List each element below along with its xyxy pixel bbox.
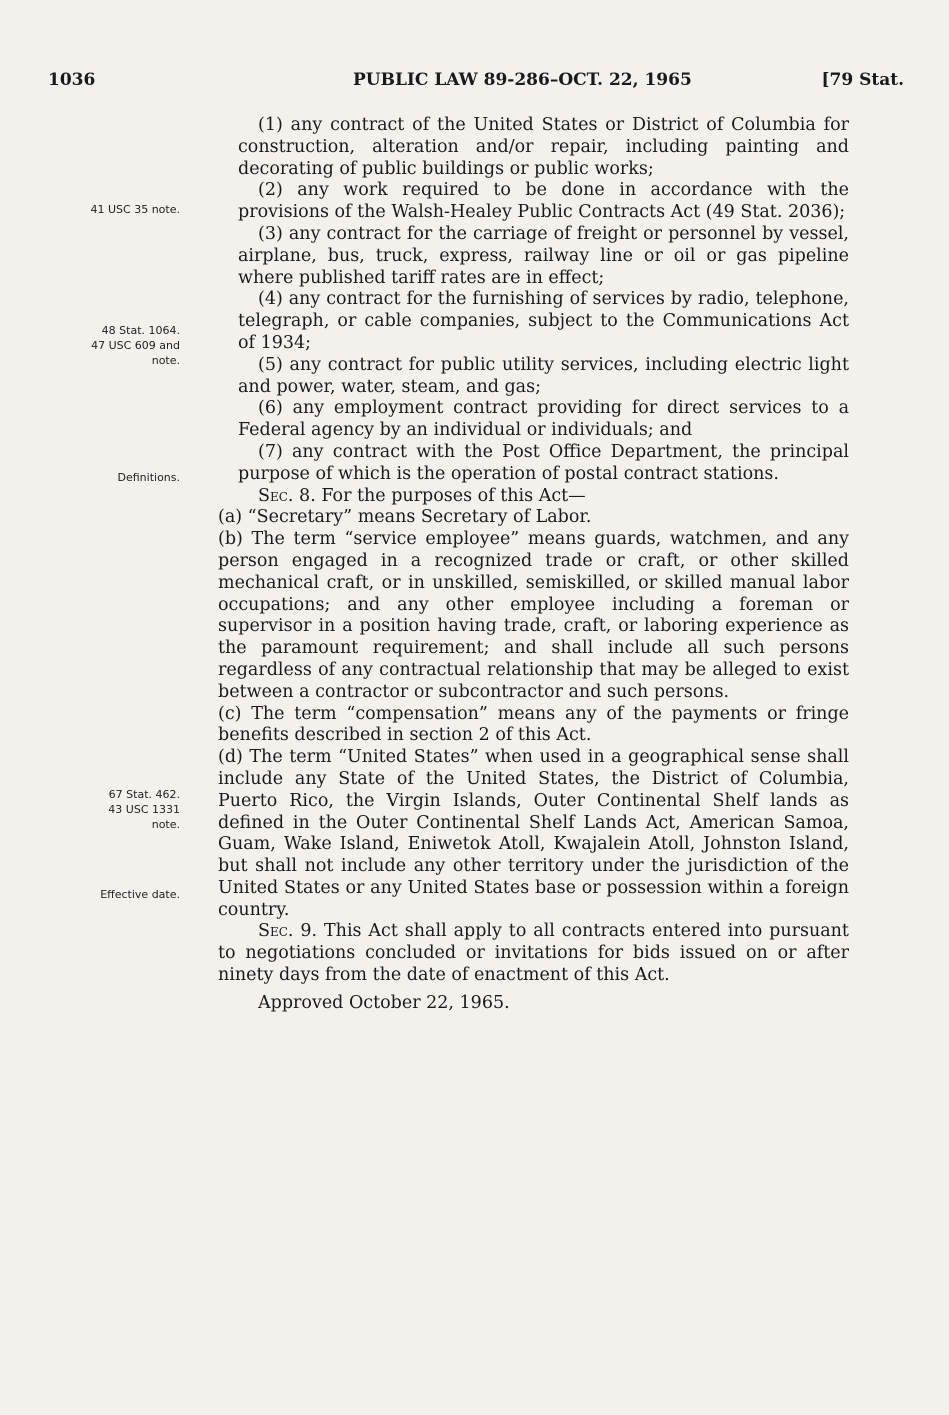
definition-b: (b) The term “service employee” means guards, watchmen, and any person engaged in a recognized trade or craft, or other skilled mechanical craft, or in unskilled, semiskilled, or skilled manual labor occupations; and any other employee including a foreman or supervisor in a position having trade, craft, or laboring experience as the paramount requirement; and shall include all such persons regardless of any contractual relationship that may be alleged to exist between a contractor or subcontractor and such persons. [218,529,849,702]
statute-volume: [79 Stat. [821,70,904,90]
margin-note-ocs-lands: 67 Stat. 462. 43 USC 1331 note. [108,788,180,831]
definition-a: (a) “Secretary” means Secretary of Labor. [218,507,592,528]
list-item: (3) any contract for the carriage of freight or personnel by vessel, airplane, bus, truck, express, railway line or oil or gas pipeline where published tariff rates are in effect; [238,223,849,288]
margin-note-definitions: Definitions. [117,471,180,484]
list-item: (2) any work required to be done in accordance with the provisions of the Walsh-Healey Public Contracts Act (49 Stat. 2036); [238,180,849,223]
approval-date: Approved October 22, 1965. [258,992,510,1013]
definition-d: (d) The term “United States” when used in a geographical sense shall include any State of the United States, the District of Columbia, Puerto Rico, the Virgin Islands, Outer Continental Shelf lands as defined in the Outer Continental Shelf Lands Act, American Samoa, Guam, Wake Island, Eniwetok Atoll, Kwajalein Atoll, Johnston Island, but shall not include any other territory under the jurisdiction of the United States or any United States base or possession within a foreign country. [218,747,849,920]
list-item: (1) any contract of the United States or District of Columbia for construction, alteration and/or repair, including painting and decorating of public buildings or public works; [238,115,849,179]
list-item: (6) any employment contract providing for direct services to a Federal agency by an individual or individuals; and [238,398,849,441]
list-item: (5) any contract for public utility services, including electric light and power, water, steam, and gas; [238,354,849,397]
running-title: PUBLIC LAW 89-286–OCT. 22, 1965 [353,70,692,90]
margin-note-walsh-healey: 41 USC 35 note. [90,203,180,216]
section-8-label: Sec. 8. [258,485,316,506]
page-header [48,70,904,96]
body-text [218,115,849,1015]
margin-note-effective-date: Effective date. [100,888,180,901]
list-item: (7) any contract with the Post Office Department, the principal purpose of which is the operation of postal contract stations. [238,441,849,484]
section-8 [218,486,849,508]
page-number: 1036 [48,70,96,90]
margin-note-communications: 48 Stat. 1064. 47 USC 609 and note. [91,324,180,367]
section-9 [218,921,849,986]
list-item: (4) any contract for the furnishing of services by radio, telephone, telegraph, or cable companies, subject to the Communications Act of 1934; [238,289,849,353]
section-9-label: Sec. 9. [258,921,318,942]
definition-c: (c) The term “compensation” means any of the payments or fringe benefits described in section 2 of this Act. [218,703,849,746]
section-8-text: For the purposes of this Act— [321,485,586,506]
section-9-text: This Act shall apply to all contracts entered into pursuant to negotiations concluded or invitations for bids issued on or after ninety days from the date of enactment of this Act. [218,921,849,986]
